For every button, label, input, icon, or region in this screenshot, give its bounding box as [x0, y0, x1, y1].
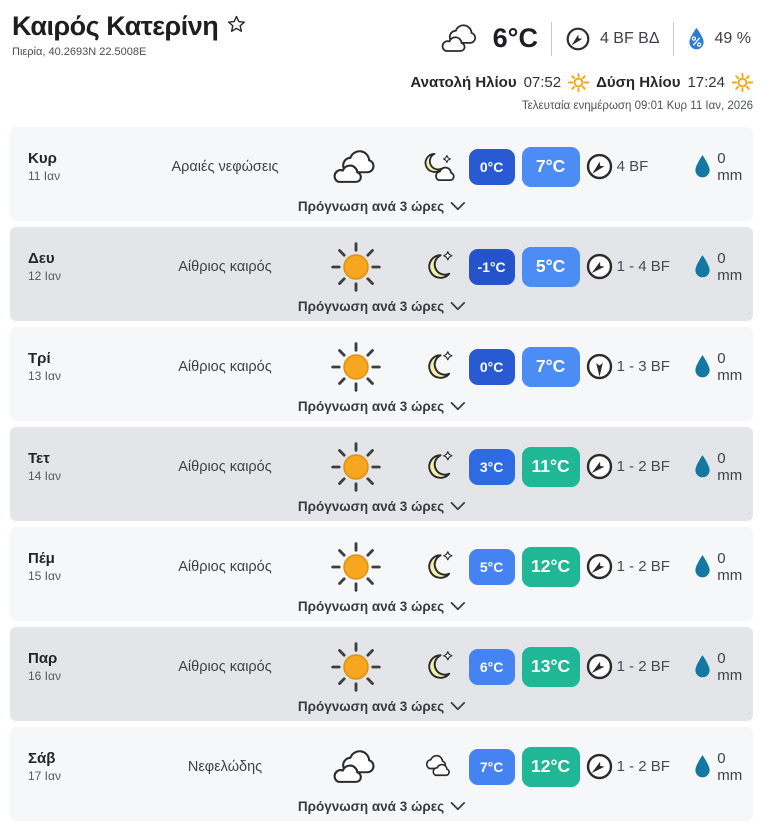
raindrop-icon — [693, 454, 712, 480]
divider — [673, 22, 674, 56]
wind-info — [585, 152, 694, 181]
toggle-label: Πρόγνωση ανά 3 ώρες — [297, 398, 445, 414]
three-hour-forecast-toggle[interactable] — [298, 799, 465, 814]
min-temperature-badge: 7°C — [469, 749, 515, 785]
weather-description: Αίθριος καιρός — [178, 458, 272, 475]
wind-range: 1 - 3 BF — [616, 358, 670, 376]
wind-range: 1 - 2 BF — [616, 458, 670, 476]
wind-range: 1 - 2 BF — [616, 758, 670, 776]
max-temperature-badge: 13°C — [522, 647, 580, 687]
chevron-down-icon — [450, 502, 465, 511]
raindrop-icon — [693, 654, 712, 680]
favorite-star-icon[interactable] — [226, 14, 247, 35]
wind-compass-icon — [585, 352, 614, 381]
wind-info — [585, 352, 694, 381]
toggle-label: Πρόγνωση ανά 3 ώρες — [297, 498, 445, 514]
moon-icon — [418, 449, 456, 485]
chevron-down-icon — [450, 302, 465, 311]
forecast-day-row[interactable] — [10, 727, 753, 821]
precipitation-info — [693, 650, 753, 684]
sunset-time: 17:24 — [687, 73, 725, 91]
day-name: Τετ — [28, 450, 50, 468]
toggle-label: Πρόγνωση ανά 3 ώρες — [297, 198, 445, 214]
three-hour-forecast-toggle[interactable] — [298, 499, 465, 514]
sun-icon — [330, 241, 382, 293]
sun-icon — [330, 441, 382, 493]
current-temperature: 6°C — [492, 23, 538, 53]
clouds-icon — [328, 745, 384, 789]
sunrise-icon — [568, 72, 589, 93]
weather-description: Αίθριος καιρός — [178, 658, 272, 675]
day-column — [10, 150, 143, 183]
sun-icon — [330, 341, 382, 393]
precipitation-amount: 0 mm — [717, 749, 743, 784]
max-temperature-badge: 5°C — [522, 247, 580, 287]
day-name: Τρί — [28, 350, 51, 368]
weather-description: Αίθριος καιρός — [178, 358, 272, 375]
forecast-day-row[interactable] — [10, 527, 753, 621]
max-temperature-badge: 12°C — [522, 547, 580, 587]
toggle-label: Πρόγνωση ανά 3 ώρες — [297, 298, 445, 314]
forecast-day-row[interactable] — [10, 127, 753, 221]
precipitation-amount: 0 mm — [717, 549, 743, 584]
wind-compass-icon — [585, 552, 614, 581]
min-temperature-badge: -1°C — [469, 249, 515, 285]
wind-compass-icon — [585, 752, 614, 781]
day-column — [10, 450, 143, 483]
chevron-down-icon — [450, 702, 465, 711]
day-date: 12 Ιαν — [28, 269, 61, 284]
three-hour-forecast-toggle[interactable] — [298, 699, 465, 714]
sun-icon — [330, 641, 382, 693]
day-column — [10, 650, 143, 683]
chevron-down-icon — [450, 202, 465, 211]
wind-compass-icon — [565, 26, 591, 52]
forecast-list — [0, 127, 763, 821]
weather-description: Νεφελώδης — [187, 758, 263, 775]
current-conditions — [437, 12, 755, 57]
precipitation-amount: 0 mm — [717, 449, 743, 484]
day-date: 15 Ιαν — [28, 569, 61, 584]
raindrop-icon — [693, 254, 712, 280]
current-wind: 4 BF ΒΔ — [599, 29, 660, 47]
humidity-icon — [687, 27, 706, 51]
sun-icon — [330, 541, 382, 593]
toggle-label: Πρόγνωση ανά 3 ώρες — [297, 598, 445, 614]
day-date: 16 Ιαν — [28, 669, 61, 684]
day-name: Παρ — [28, 650, 58, 668]
weather-description: Αραιές νεφώσεις — [171, 158, 279, 175]
toggle-label: Πρόγνωση ανά 3 ώρες — [297, 798, 445, 814]
precipitation-amount: 0 mm — [717, 349, 743, 384]
chevron-down-icon — [450, 802, 465, 811]
wind-info — [585, 552, 694, 581]
header — [0, 0, 763, 58]
precipitation-amount: 0 mm — [717, 249, 743, 284]
forecast-day-row[interactable] — [10, 327, 753, 421]
precipitation-amount: 0 mm — [717, 649, 743, 684]
wind-compass-icon — [585, 252, 614, 281]
precipitation-info — [693, 250, 753, 284]
max-temperature-badge: 11°C — [522, 447, 580, 487]
min-temperature-badge: 0°C — [469, 149, 515, 185]
min-temperature-badge: 6°C — [469, 649, 515, 685]
raindrop-icon — [693, 354, 712, 380]
clouds-night-icon — [416, 751, 458, 783]
location-coordinates: Πιερία, 40.2693N 22.5008E — [12, 45, 147, 58]
forecast-day-row[interactable] — [10, 427, 753, 521]
precipitation-info — [693, 150, 753, 184]
current-humidity: 49 % — [714, 29, 751, 47]
moon-icon — [418, 649, 456, 685]
moon-icon — [418, 549, 456, 585]
day-name: Σάβ — [28, 750, 56, 768]
raindrop-icon — [693, 154, 712, 180]
wind-compass-icon — [585, 452, 614, 481]
raindrop-icon — [693, 554, 712, 580]
day-date: 13 Ιαν — [28, 369, 61, 384]
three-hour-forecast-toggle[interactable] — [298, 199, 465, 214]
wind-info — [585, 452, 694, 481]
toggle-label: Πρόγνωση ανά 3 ώρες — [297, 698, 445, 714]
forecast-day-row[interactable] — [10, 227, 753, 321]
three-hour-forecast-toggle[interactable] — [298, 299, 465, 314]
sunrise-label: Ανατολή Ηλίου — [410, 73, 517, 91]
wind-info — [585, 652, 694, 681]
wind-range: 1 - 2 BF — [616, 558, 670, 576]
moon-icon — [418, 249, 456, 285]
sunset-label: Δύση Ηλίου — [596, 73, 681, 91]
three-hour-forecast-toggle[interactable] — [298, 599, 465, 614]
wind-range: 4 BF — [616, 158, 649, 176]
min-temperature-badge: 3°C — [469, 449, 515, 485]
day-column — [10, 250, 143, 283]
min-temperature-badge: 5°C — [469, 549, 515, 585]
sunset-icon — [732, 72, 753, 93]
forecast-day-row[interactable] — [10, 627, 753, 721]
day-date: 14 Ιαν — [28, 469, 61, 484]
day-name: Κυρ — [28, 150, 57, 168]
precipitation-info — [693, 750, 753, 784]
wind-range: 1 - 4 BF — [616, 258, 670, 276]
wind-info — [585, 252, 694, 281]
chevron-down-icon — [450, 402, 465, 411]
moon-cloud-icon — [414, 147, 460, 187]
wind-compass-icon — [585, 152, 614, 181]
moon-icon — [418, 349, 456, 385]
day-date: 17 Ιαν — [28, 769, 61, 784]
day-column — [10, 750, 143, 783]
precipitation-info — [693, 350, 753, 384]
max-temperature-badge: 7°C — [522, 147, 580, 187]
weather-description: Αίθριος καιρός — [178, 258, 272, 275]
location-block — [12, 12, 247, 58]
min-temperature-badge: 0°C — [469, 349, 515, 385]
max-temperature-badge: 7°C — [522, 347, 580, 387]
day-name: Πέμ — [28, 550, 55, 568]
page-title: Καιρός Κατερίνη — [12, 11, 219, 41]
last-update: Τελευταία ενημέρωση 09:01 Κυρ 11 Ιαν, 2026 — [521, 99, 753, 112]
wind-compass-icon — [585, 652, 614, 681]
sunrise-time: 07:52 — [523, 73, 562, 91]
weather-description: Αίθριος καιρός — [178, 558, 272, 575]
day-column — [10, 550, 143, 583]
day-name: Δευ — [28, 250, 55, 268]
max-temperature-badge: 12°C — [522, 747, 580, 787]
sun-times — [0, 58, 763, 93]
precipitation-amount: 0 mm — [717, 149, 743, 184]
precipitation-info — [693, 450, 753, 484]
clouds-icon — [328, 145, 384, 189]
precipitation-info — [693, 550, 753, 584]
clouds-icon — [437, 20, 484, 57]
three-hour-forecast-toggle[interactable] — [298, 399, 465, 414]
raindrop-icon — [693, 754, 712, 780]
chevron-down-icon — [450, 602, 465, 611]
wind-info — [585, 752, 694, 781]
wind-range: 1 - 2 BF — [616, 658, 670, 676]
day-column — [10, 350, 143, 383]
day-date: 11 Ιαν — [28, 169, 61, 184]
divider — [551, 22, 552, 56]
